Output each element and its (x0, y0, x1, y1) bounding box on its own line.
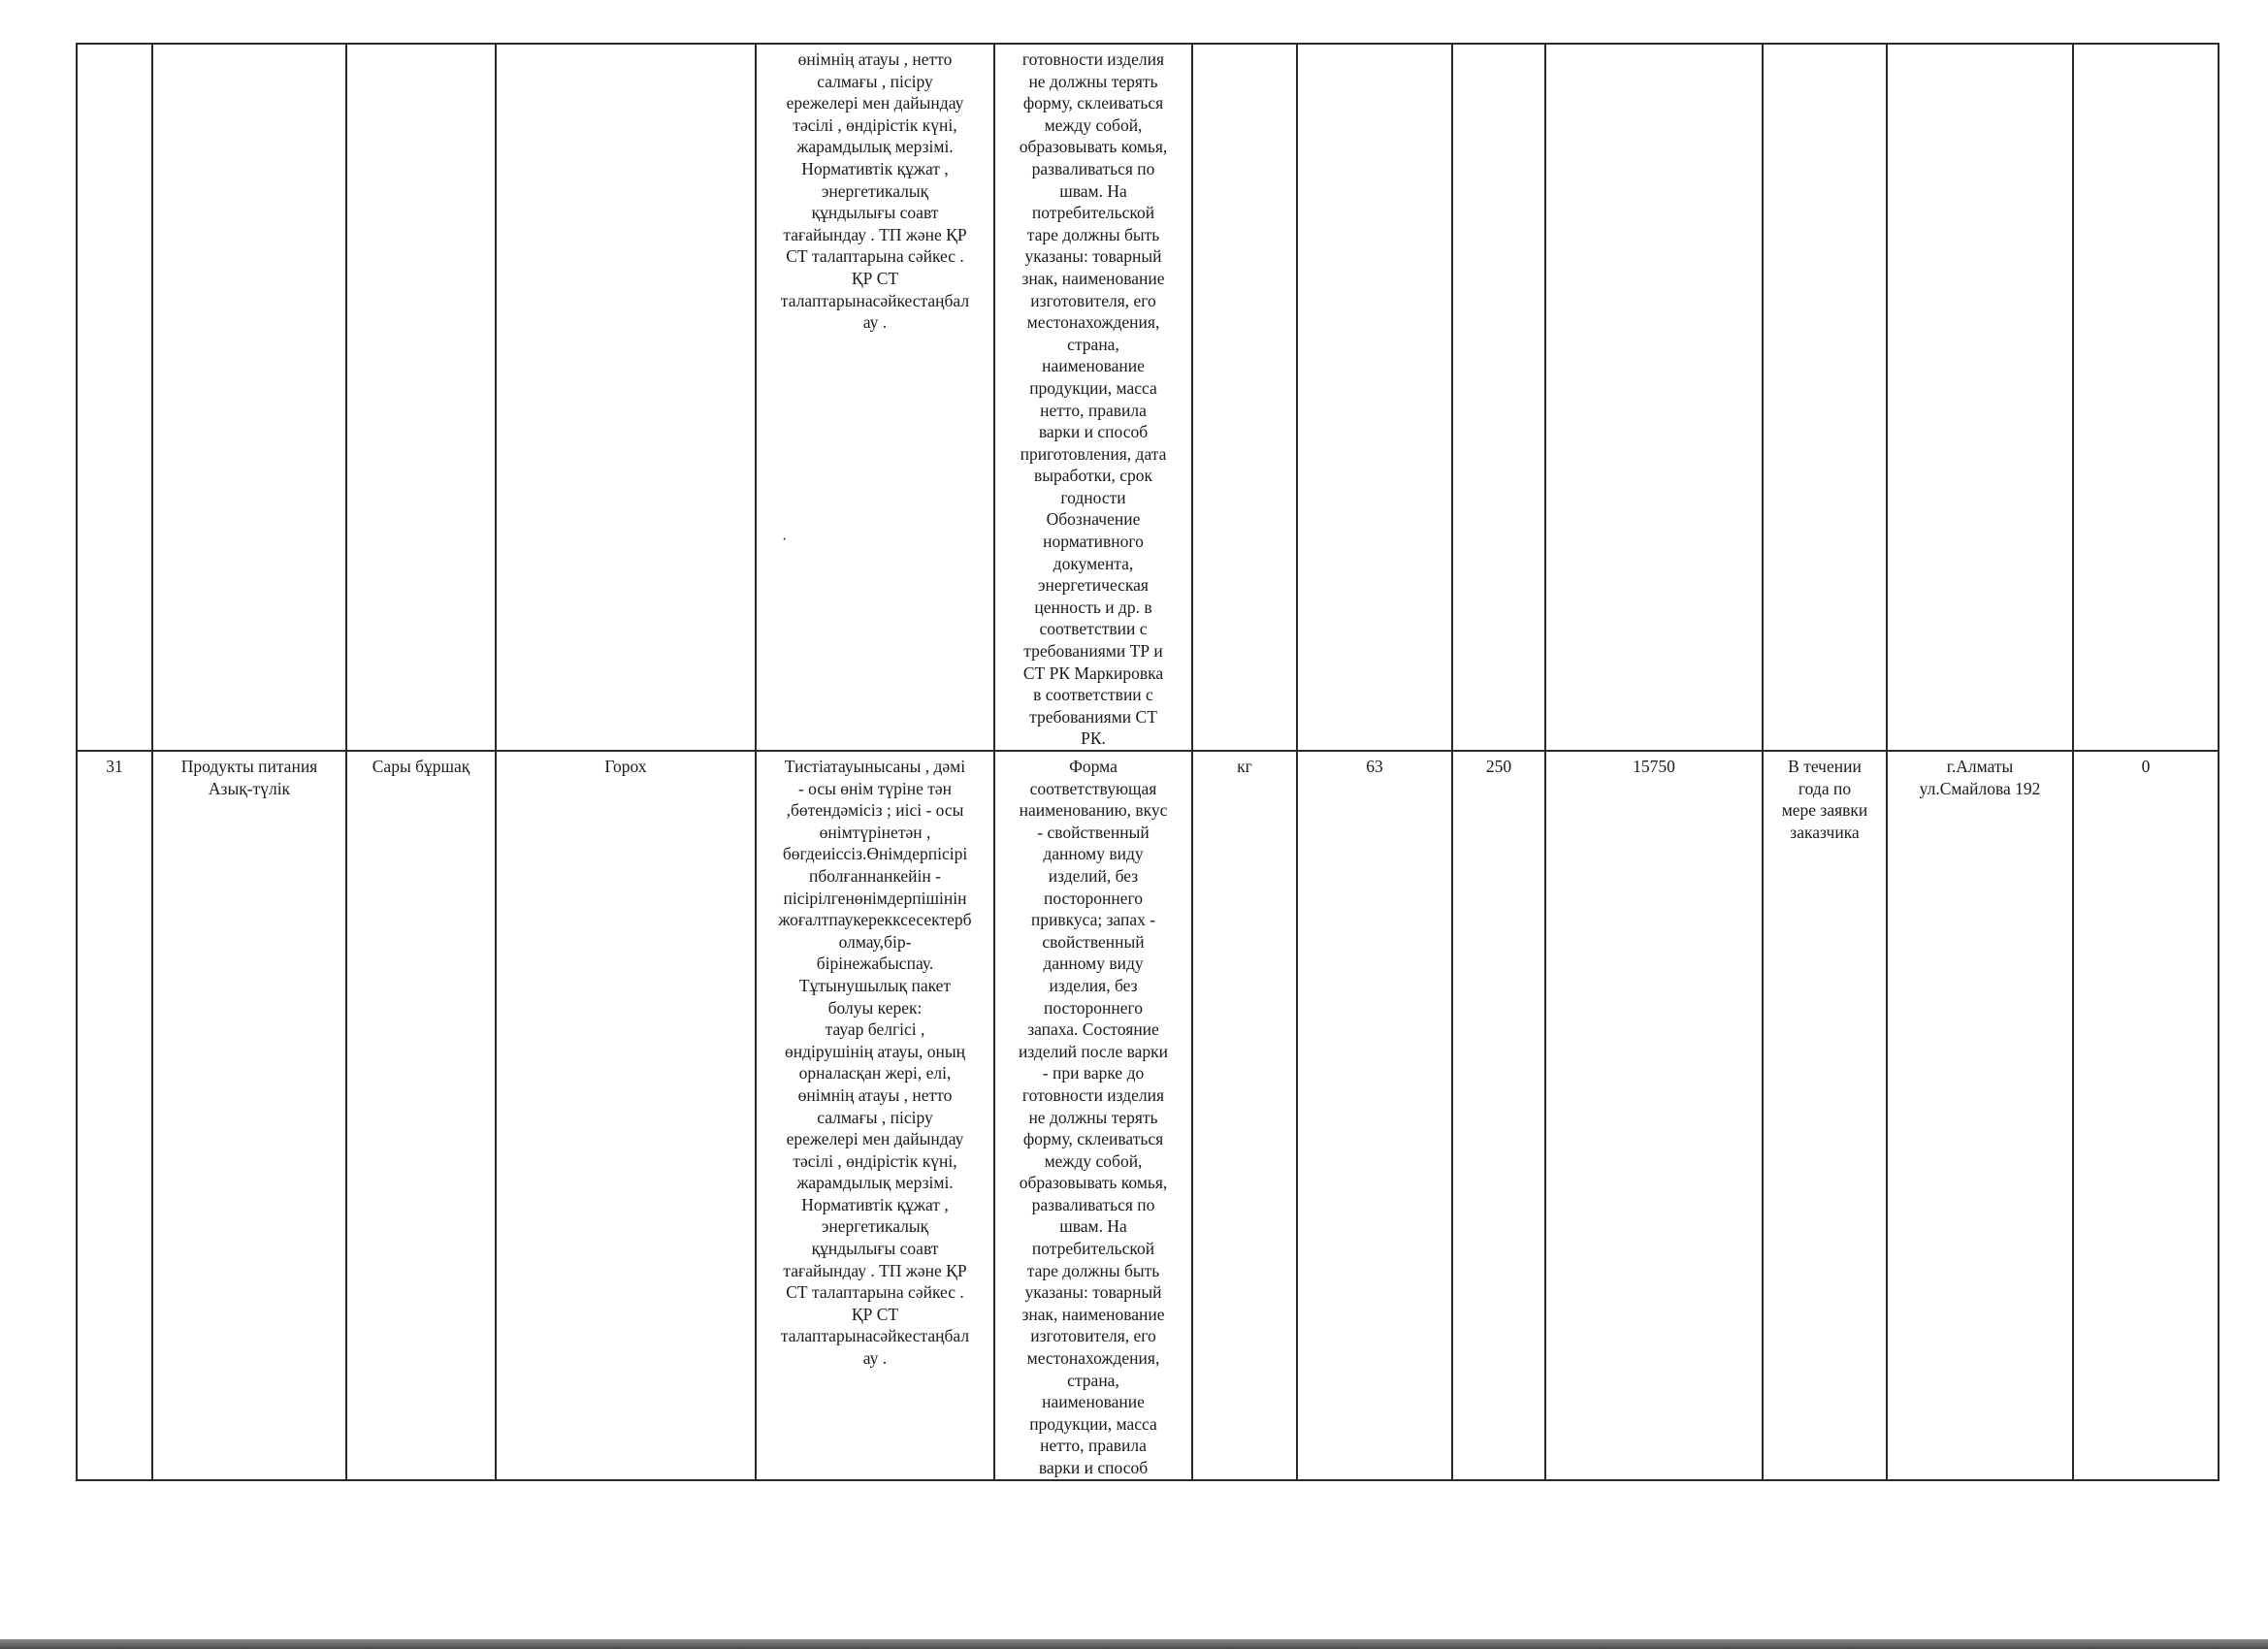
cell-number: 31 (77, 751, 152, 1480)
cell-delivery-term: В течении года по мере заявки заказчика (1763, 751, 1887, 1480)
cell-advance (2073, 44, 2219, 751)
stray-mark: · (782, 532, 788, 548)
cell-price (1452, 44, 1545, 751)
cell-quantity (1297, 44, 1452, 751)
cell-kz-spec: Тистіатауынысаны , дәмі - осы өнім түріне тән ,бөтендәмісіз ; иісі - осы өнімтүрінетән , бөгдеиіссіз.Өнімдерпісірі пболғаннанкейін - пісірілгенөнімдерпішінін жоғалтпаукерекксесектерб олмау,бір- бірінежабыспау. Тұтынушылық пакет болуы керек: тауар белгісі , өндірушінің атауы, оның орналасқан жері, елі, өнімнің атауы , нетто салмағы , пісіру ережелері мен дайындау тәсілі , өндірістік күні, жарамдылық мерзімі. Нормативтік құжат , энергетикалық құндылығы соавт тағайындау . ТП және ҚР СТ талаптарына сәйкес . ҚР СТ талаптарынасәйкестаңбал ау . (756, 751, 994, 1480)
cell-unit: кг (1192, 751, 1297, 1480)
cell-total: 15750 (1545, 751, 1763, 1480)
cell-category: Продукты питания Азық-түлік (152, 751, 346, 1480)
cell-unit (1192, 44, 1297, 751)
scan-edge-bar (0, 1639, 2268, 1649)
cell-name-kz (346, 44, 496, 751)
cell-name-kz: Сары бұршақ (346, 751, 496, 1480)
cell-number (77, 44, 152, 751)
cell-ru-spec: готовности изделия не должны терять форму, склеиваться между собой, образовывать комья, разваливаться по швам. На потребительской таре должны быть указаны: товарный знак, наименование изготовителя, его местонахождения, страна, наименование продукции, масса нетто, правила варки и способ приготовления, дата выработки, срок годности Обозначение нормативного документа, энергетическая ценность и др. в соответствии с требованиями ТР и СТ РК Маркировка в соответствии с требованиями СТ РК. (994, 44, 1192, 751)
procurement-table (76, 43, 2219, 1481)
cell-total (1545, 44, 1763, 751)
cell-delivery-place: г.Алматы ул.Смайлова 192 (1887, 751, 2073, 1480)
cell-advance: 0 (2073, 751, 2219, 1480)
cell-price: 250 (1452, 751, 1545, 1480)
table-row-31 (77, 751, 2219, 1480)
cell-quantity: 63 (1297, 751, 1452, 1480)
cell-name-ru: Горох (496, 751, 756, 1480)
cell-delivery-term (1763, 44, 1887, 751)
cell-kz-spec: өнімнің атауы , нетто салмағы , пісіру ережелері мен дайындау тәсілі , өндірістік күні, жарамдылық мерзімі. Нормативтік құжат , энергетикалық құндылығы соавт тағайындау . ТП және ҚР СТ талаптарына сәйкес . ҚР СТ талаптарынасәйкестаңбал ау . (756, 44, 994, 751)
cell-ru-spec: Форма соответствующая наименованию, вкус - свойственный данному виду изделий, без постороннего привкуса; запах - свойственный данному виду изделия, без постороннего запаха. Состояние изделий после варки - при варке до готовности изделия не должны терять форму, склеиваться между собой, образовывать комья, разваливаться по швам. На потребительской таре должны быть указаны: товарный знак, наименование изготовителя, его местонахождения, страна, наименование продукции, масса нетто, правила варки и способ (994, 751, 1192, 1480)
cell-delivery-place (1887, 44, 2073, 751)
cell-category (152, 44, 346, 751)
cell-name-ru (496, 44, 756, 751)
table-row-continued (77, 44, 2219, 751)
